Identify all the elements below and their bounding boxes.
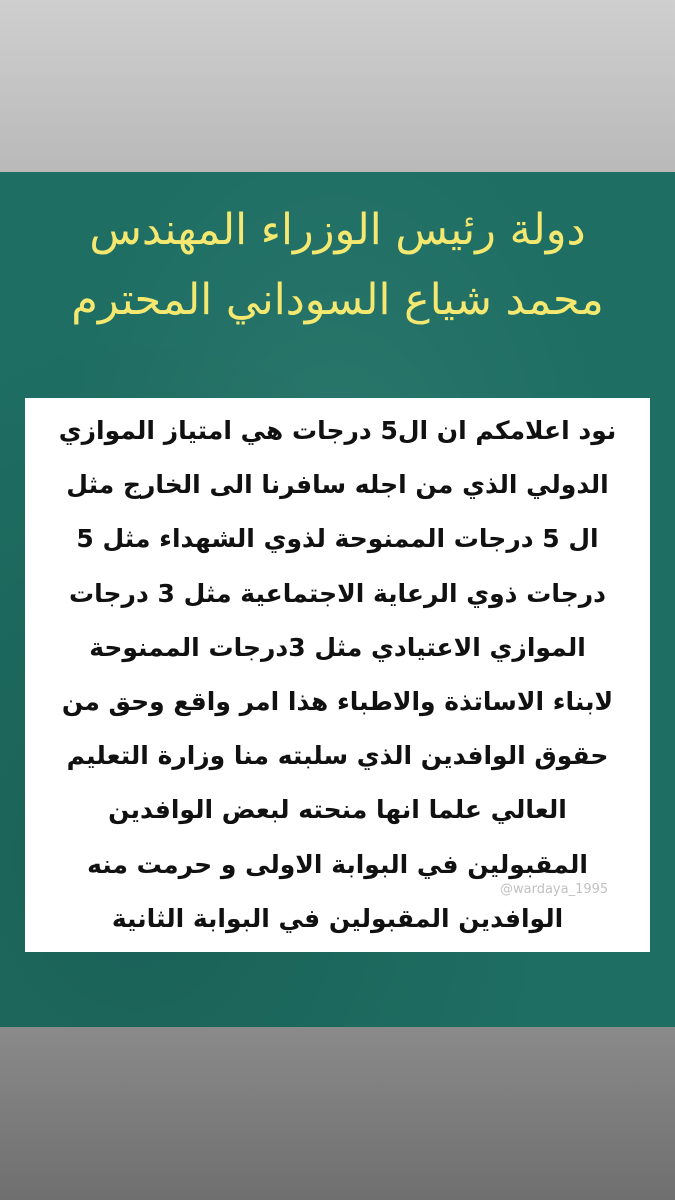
- body-line: الوافدين المقبولين في البوابة الثانية: [111, 903, 564, 933]
- heading-line-2: محمد شياع السوداني المحترم: [71, 275, 604, 325]
- body-line: لابناء الاساتذة والاطباء هذا امر واقع وحق من: [61, 687, 614, 717]
- body-line: ال 5 درجات الممنوحة لذوي الشهداء مثل 5: [76, 524, 599, 554]
- body-line: نود اعلامكم ان ال5 درجات هي امتياز الموازي: [58, 416, 617, 445]
- bottom-gray-band: [0, 1027, 675, 1200]
- body-line: حقوق الوافدين الذي سلبته منا وزارة التعليم: [66, 741, 609, 771]
- body-line: المقبولين في البوابة الاولى و حرمت منه: [87, 849, 588, 879]
- watermark: @wardaya_1995: [500, 882, 609, 897]
- heading: [20, 195, 655, 335]
- top-gray-band: [0, 0, 675, 172]
- message-body: [39, 404, 636, 946]
- body-line: الموازي الاعتيادي مثل 3درجات الممنوحة: [89, 632, 586, 662]
- body-line: درجات ذوي الرعاية الاجتماعية مثل 3 درجات: [69, 578, 606, 608]
- body-line: الدولي الذي من اجله سافرنا الى الخارج مثل: [66, 470, 609, 500]
- message-card: [25, 398, 650, 952]
- heading-line-1: دولة رئيس الوزراء المهندس: [89, 205, 586, 255]
- body-line: العالي علما انها منحته لبعض الوافدين: [108, 795, 567, 825]
